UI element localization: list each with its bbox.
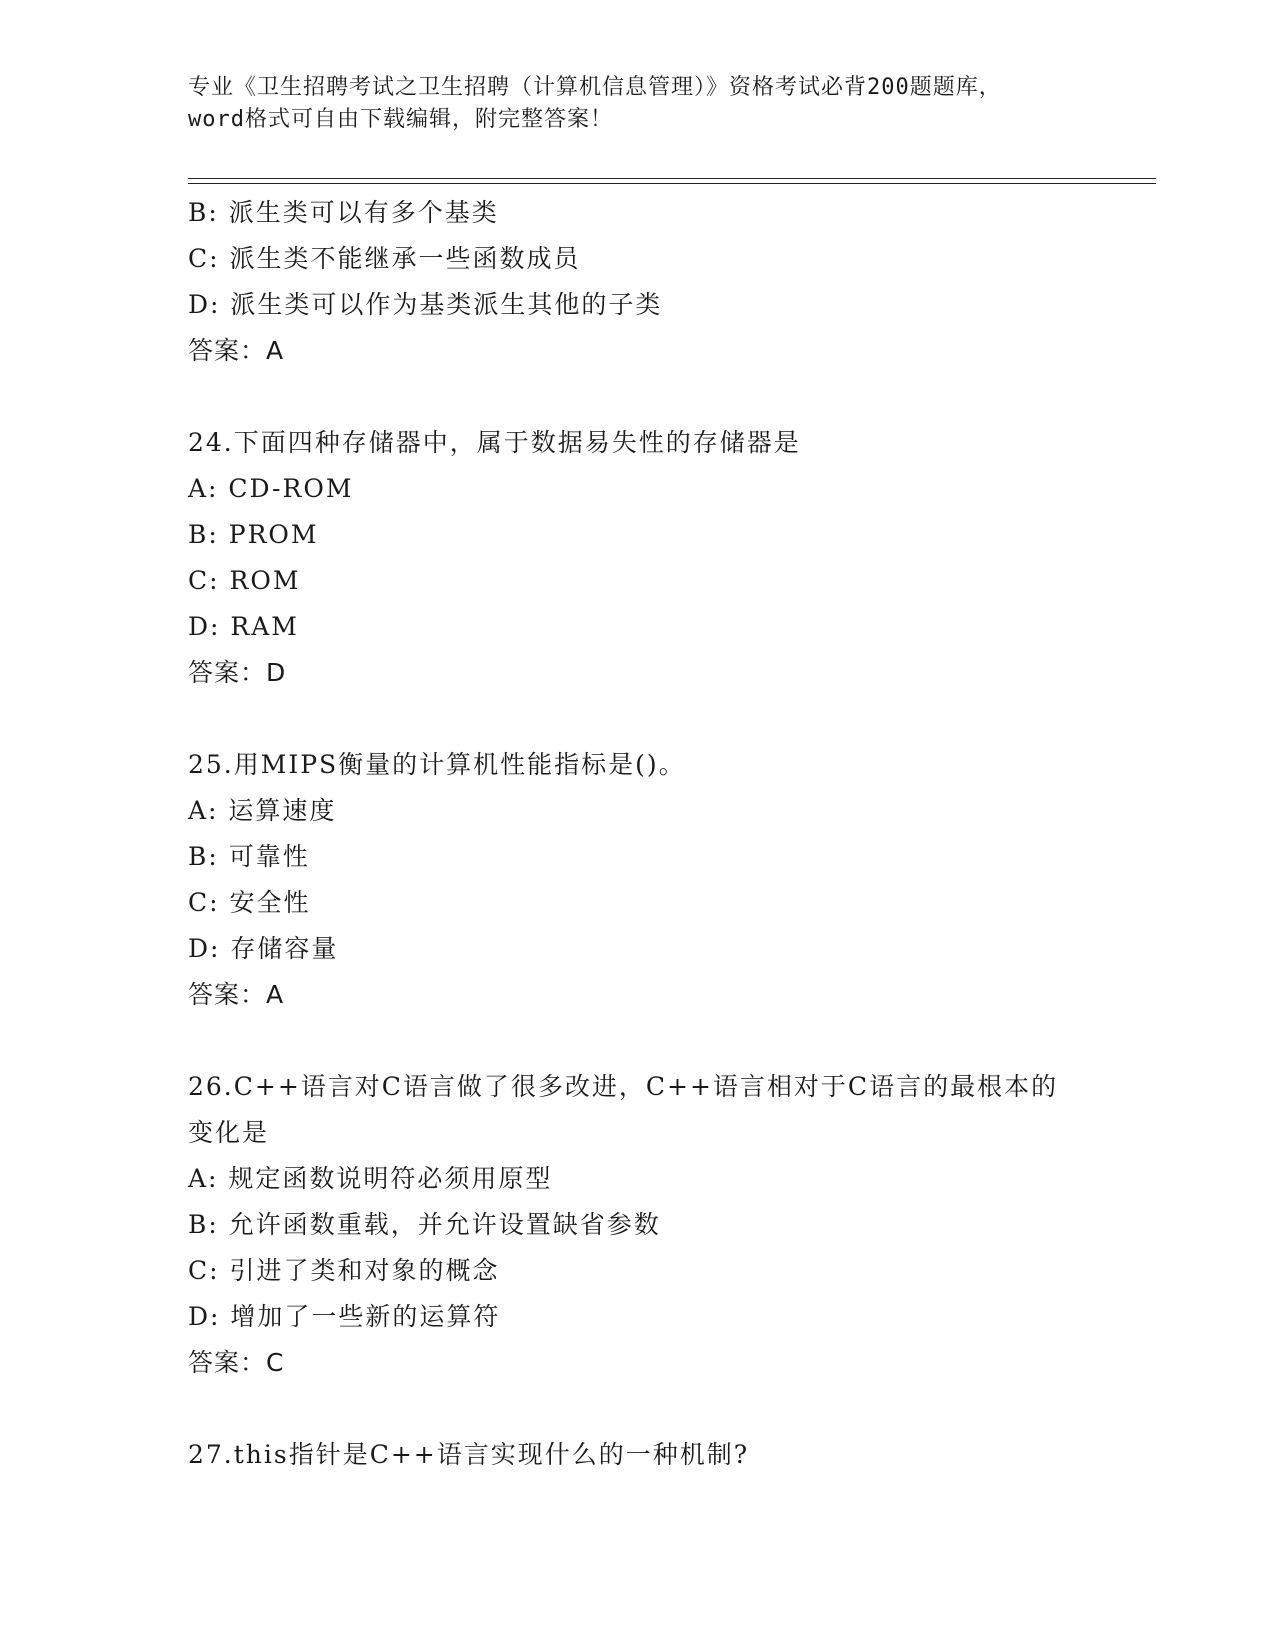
question-text-line-2: 变化是: [188, 1118, 270, 1147]
question-24: [188, 420, 1088, 696]
option-d: D: 增加了一些新的运算符: [188, 1302, 501, 1331]
question-26: [188, 1064, 1088, 1386]
header-divider-top: [188, 178, 1156, 179]
document-header: [188, 72, 1088, 136]
answer: 答案：A: [188, 336, 285, 365]
answer: 答案：A: [188, 980, 285, 1009]
option-c: C: ROM: [188, 566, 301, 595]
header-line-2: word格式可自由下载编辑，附完整答案！: [188, 107, 613, 132]
question-text-line-1: 26.C++语言对C语言做了很多改进，C++语言相对于C语言的最根本的: [188, 1072, 1059, 1101]
answer: 答案：C: [188, 1348, 285, 1377]
option-d: D: 存储容量: [188, 934, 339, 963]
question-text: 25.用MIPS衡量的计算机性能指标是()。: [188, 750, 686, 779]
question-text: 24.下面四种存储器中，属于数据易失性的存储器是: [188, 428, 801, 457]
option-d: D: 派生类可以作为基类派生其他的子类: [188, 290, 663, 319]
option-a: A: 运算速度: [188, 796, 337, 825]
question-25: [188, 742, 1088, 1018]
option-a: A: 规定函数说明符必须用原型: [188, 1164, 553, 1193]
option-b: B: 可靠性: [188, 842, 310, 871]
option-c: C: 引进了类和对象的概念: [188, 1256, 500, 1285]
question-23-tail: [188, 190, 1088, 374]
option-b: B: 派生类可以有多个基类: [188, 198, 499, 227]
question-text: 27.this指针是C++语言实现什么的一种机制?: [188, 1440, 750, 1469]
option-b: B: PROM: [188, 520, 319, 549]
question-27: [188, 1432, 1088, 1478]
option-a: A: CD-ROM: [188, 474, 354, 503]
answer: 答案：D: [188, 658, 287, 687]
header-line-1: 专业《卫生招聘考试之卫生招聘（计算机信息管理）》资格考试必背200题题库，: [188, 75, 1002, 100]
option-b: B: 允许函数重载，并允许设置缺省参数: [188, 1210, 661, 1239]
option-d: D: RAM: [188, 612, 299, 641]
option-c: C: 派生类不能继承一些函数成员: [188, 244, 581, 273]
option-c: C: 安全性: [188, 888, 311, 917]
header-divider-bottom: [188, 183, 1156, 184]
question-list: [188, 190, 1088, 1478]
